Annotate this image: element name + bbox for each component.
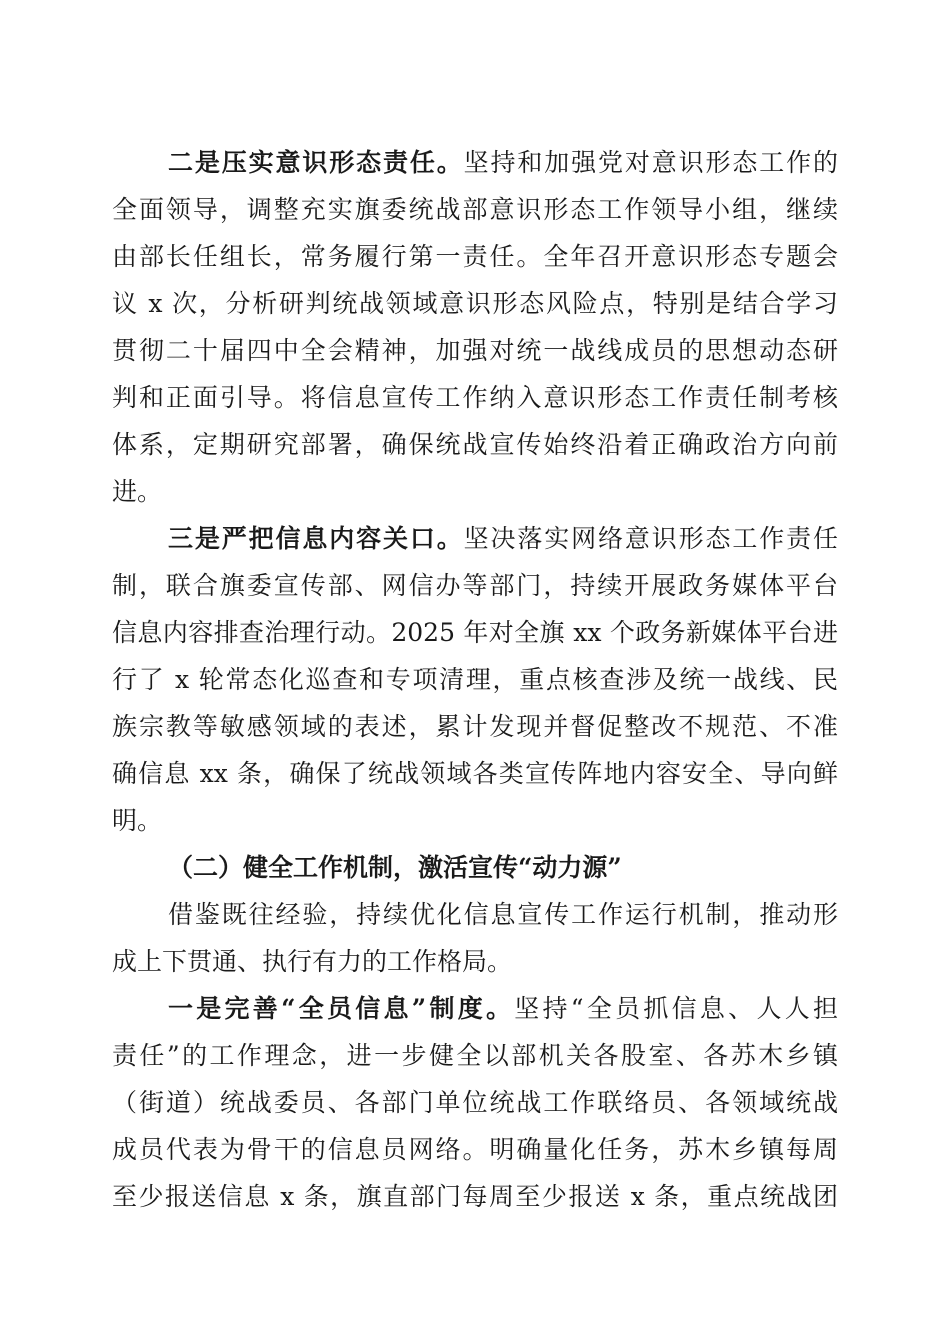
- paragraph-line: [112, 660, 838, 700]
- paragraph-line: [112, 613, 838, 653]
- paragraph-line: [112, 707, 838, 747]
- paragraph-line: [112, 378, 838, 418]
- paragraph-line: [112, 472, 838, 512]
- paragraph-lead: 二是压实意识形态责任。: [168, 148, 464, 177]
- paragraph-text: 成员代表为骨干的信息员网络。明确量化任务，苏木乡镇每周: [112, 1135, 838, 1164]
- paragraph-text: 判和正面引导。将信息宣传工作纳入意识形态工作责任制考核: [112, 383, 838, 412]
- paragraph-line: [112, 942, 838, 982]
- paragraph-text: 确信息 xx 条，确保了统战领域各类宣传阵地内容安全、导向鲜: [112, 759, 838, 788]
- paragraph-text: 至少报送信息 x 条，旗直部门每周至少报送 x 条，重点统战团: [112, 1182, 838, 1211]
- paragraph-line: [112, 1130, 838, 1170]
- paragraph-text: （街道）统战委员、各部门单位统战工作联络员、各领域统战: [112, 1088, 838, 1117]
- paragraph-line: [112, 237, 838, 277]
- paragraph-lead: 三是严把信息内容关口。: [168, 524, 464, 553]
- section-heading: [168, 848, 838, 888]
- paragraph-text: 行了 x 轮常态化巡查和专项清理，重点核查涉及统一战线、民: [112, 665, 838, 694]
- paragraph-text: 进。: [112, 477, 163, 506]
- paragraph-text: 体系，定期研究部署，确保统战宣传始终沿着正确政治方向前: [112, 430, 838, 459]
- paragraph-text: 制，联合旗委宣传部、网信办等部门，持续开展政务媒体平台: [112, 571, 838, 600]
- paragraph-text: 由部长任组长，常务履行第一责任。全年召开意识形态专题会: [112, 242, 838, 271]
- paragraph-text: 责任”的工作理念，进一步健全以部机关各股室、各苏木乡镇: [112, 1041, 838, 1070]
- paragraph-line: [112, 566, 838, 606]
- paragraph-line: [112, 425, 838, 465]
- paragraph-line: [112, 190, 838, 230]
- paragraph-text: 信息内容排查治理行动。2025 年对全旗 xx 个政务新媒体平台进: [112, 618, 838, 647]
- paragraph-line: [112, 754, 838, 794]
- paragraph-text: 借鉴既往经验，持续优化信息宣传工作运行机制，推动形: [168, 900, 838, 929]
- paragraph-text: 明。: [112, 806, 163, 835]
- paragraph-line: [168, 143, 838, 183]
- paragraph-lead: 一是完善“全员信息”制度。: [168, 994, 515, 1023]
- paragraph-line: [168, 519, 838, 559]
- paragraph-line: [168, 989, 838, 1029]
- paragraph-text: 成上下贯通、执行有力的工作格局。: [112, 947, 513, 976]
- paragraph-line: [112, 331, 838, 371]
- paragraph-text: 族宗教等敏感领域的表述，累计发现并督促整改不规范、不准: [112, 712, 838, 741]
- paragraph-line: [112, 284, 838, 324]
- paragraph-line: [112, 1083, 838, 1123]
- section-heading-text: （二）健全工作机制，激活宣传“动力源”: [168, 853, 622, 882]
- paragraph-text: 全面领导，调整充实旗委统战部意识形态工作领导小组，继续: [112, 195, 838, 224]
- paragraph-text: 议 x 次，分析研判统战领域意识形态风险点，特别是结合学习: [112, 289, 838, 318]
- paragraph-text: 坚持和加强党对意识形态工作的: [463, 148, 838, 177]
- paragraph-line: [112, 801, 838, 841]
- paragraph-text: 坚持“全员抓信息、人人担: [514, 994, 838, 1023]
- paragraph-text: 贯彻二十届四中全会精神，加强对统一战线成员的思想动态研: [112, 336, 838, 365]
- paragraph-text: 坚决落实网络意识形态工作责任: [463, 524, 838, 553]
- paragraph-line: [112, 1177, 838, 1217]
- paragraph-line: [112, 1036, 838, 1076]
- paragraph-line: [168, 895, 838, 935]
